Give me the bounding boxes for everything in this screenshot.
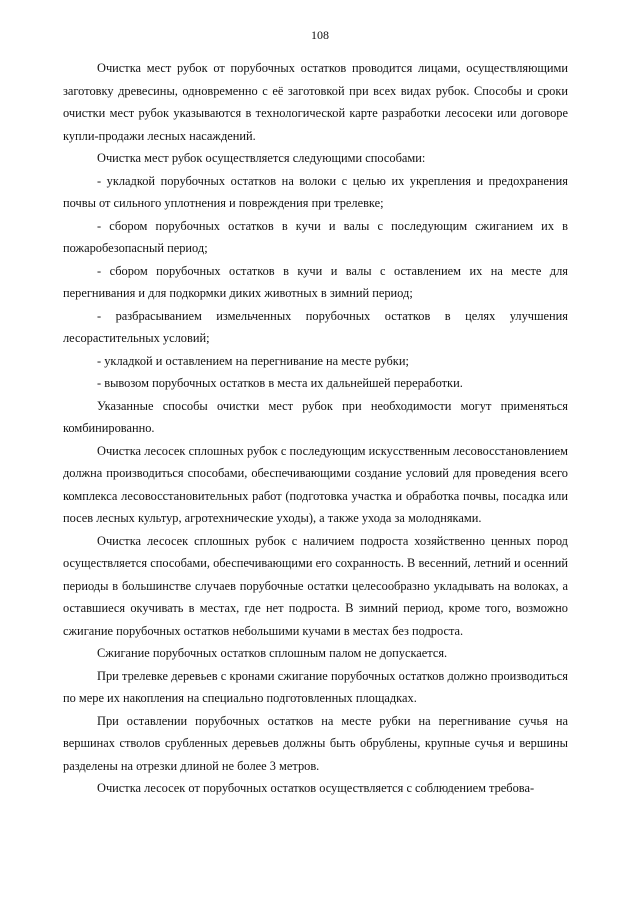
paragraph: Очистка мест рубок от порубочных остатков проводится лицами, осуществляющими заготовку древесины, одновременно с её заготовкой при всех видах рубок. Способы и сроки очистки мест рубок указываются в технологической карте разработки лесосеки или договоре купли-продажи лесных насаждений. — [63, 61, 568, 143]
list-item: - вывозом порубочных остатков в места их дальнейшей переработки. — [97, 376, 463, 390]
list-item: - укладкой порубочных остатков на волоки с целью их укрепления и предохранения почвы от сильного уплотнения и повреждения при трелевке; — [63, 173, 568, 210]
paragraph: Очистка лесосек от порубочных остатков осуществляется с соблюдением требова- — [97, 781, 535, 795]
list-item: - разбрасыванием измельченных порубочных остатков в целях улучшения лесорастительных условий; — [63, 308, 568, 345]
paragraph: Очистка лесосек сплошных рубок с наличием подроста хозяйственно ценных пород осуществляется способами, обеспечивающими его сохранность. В весенний, летний и осенний периоды в большинстве случаев порубочные остатки целесообразно укладывать на волоках, а оставшиеся окучивать в местах, где нет подроста. В зимний период, кроме того, возможно сжигание порубочных остатков небольшими кучами в местах без подроста. — [63, 533, 568, 638]
paragraph: Очистка мест рубок осуществляется следующими способами: — [97, 151, 426, 165]
paragraph: Указанные способы очистки мест рубок при необходимости могут применяться комбинированно. — [63, 398, 568, 435]
paragraph: Очистка лесосек сплошных рубок с последующим искусственным лесовосстановлением должна производиться способами, обеспечивающими создание условий для проведения всего комплекса лесовосстановительных работ (подготовка участка и обработка почвы, посадка или посев лесных культур, агротехнические уходы), а также ухода за молодняками. — [63, 443, 568, 525]
list-item: - сбором порубочных остатков в кучи и валы с последующим сжиганием их в пожаробезопасный период; — [63, 218, 568, 255]
paragraph: При трелевке деревьев с кронами сжигание порубочных остатков должно производиться по мере их накопления на специально подготовленных площадках. — [63, 668, 568, 705]
list-item: - сбором порубочных остатков в кучи и валы с оставлением их на месте для перегнивания и для подкормки диких животных в зимний период; — [63, 263, 568, 300]
list-item: - укладкой и оставлением на перегнивание на месте рубки; — [97, 353, 409, 368]
paragraph: Сжигание порубочных остатков сплошным палом не допускается. — [97, 646, 448, 660]
paragraph: При оставлении порубочных остатков на месте рубки на перегнивание сучья на вершинах стволов срубленных деревьев должны быть обрублены, крупные сучья и вершины разделены на отрезки длиной не более 3 метров. — [63, 713, 568, 773]
document-body — [63, 57, 568, 800]
page-number: 108 — [311, 28, 329, 42]
